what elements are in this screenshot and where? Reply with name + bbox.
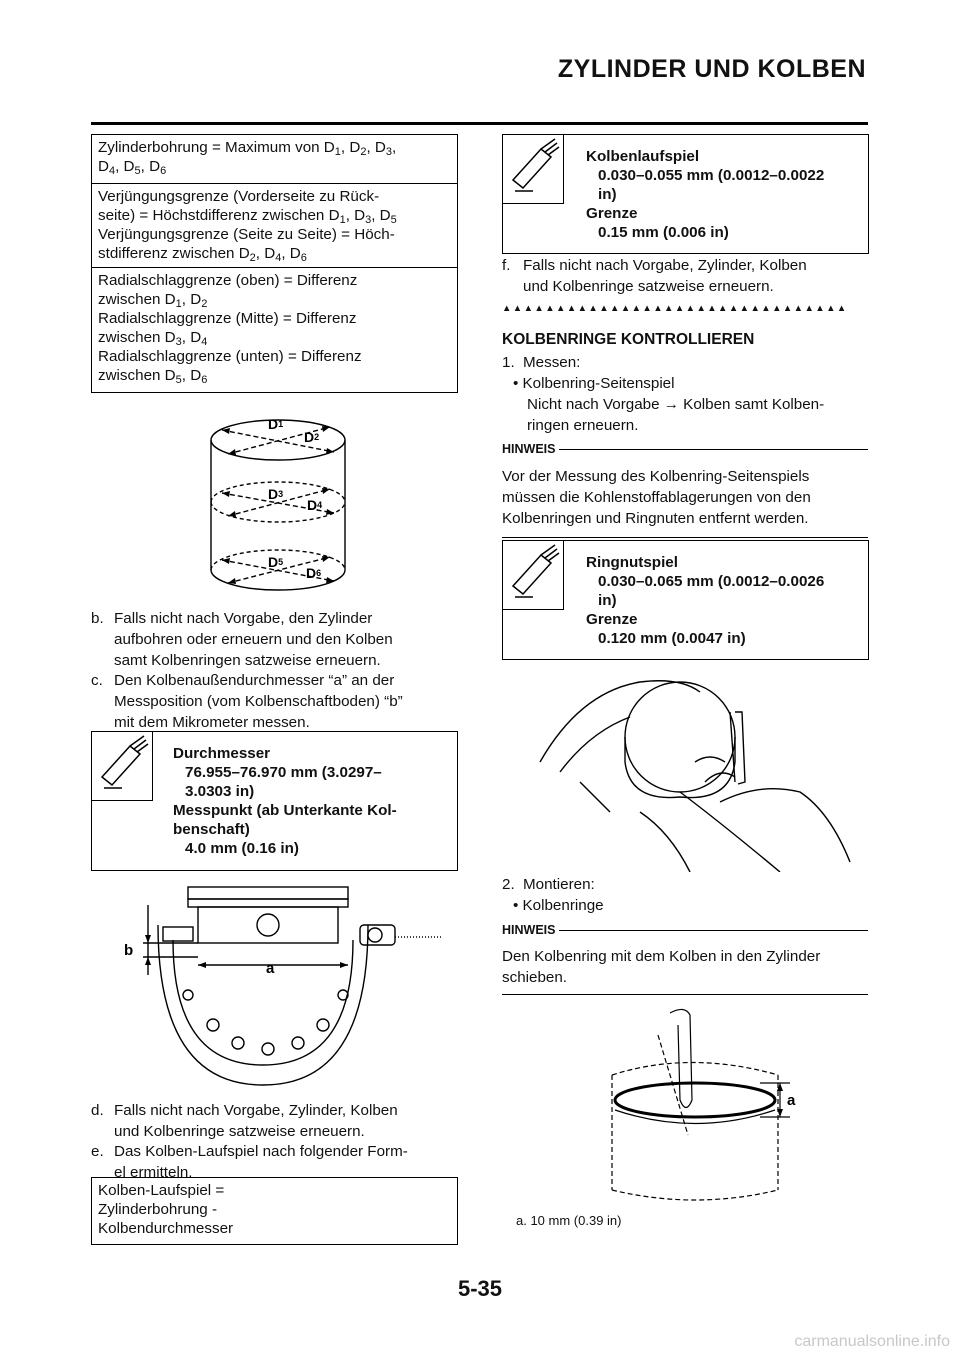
note-text-2: Den Kolbenring mit dem Kolben in den Zylinder schieben. [502,948,821,986]
step-e: e. Das Kolben-Laufspiel nach folgender Form- el ermitteln. [91,1143,408,1181]
cylinder-measurement-diagram [200,405,360,605]
step-f: f. Falls nicht nach Vorgabe, Zylinder, Kolben und Kolbenringe satzweise erneuern. [502,257,807,295]
step-1: 1. Messen: • Kolbenring-Seitenspiel Nicht nach Vorgabe → Kolben samt Kolben- ringen erneuern. [502,352,872,436]
label-d4: D4 [307,497,323,513]
piston-ring-feeler-gauge-illustration [520,672,860,872]
note-label-1: HINWEIS [502,442,868,456]
label-d5: D5 [268,554,284,570]
caliper-icon-cell [503,541,564,610]
spec-title-durchmesser: Durchmesser [173,745,271,762]
label-b: b [124,942,134,959]
spec-title-ringnutspiel: Ringnutspiel [586,554,678,571]
note-rule-2 [502,994,868,995]
caliper-icon [92,732,152,800]
micrometer-piston-diagram [118,885,448,1090]
bullet-ring-side-clearance: • Kolbenring-Seitenspiel [513,375,675,392]
page-header-title: ZYLINDER UND KOLBEN [557,55,866,83]
label-d6: D6 [306,565,322,581]
bullet-piston-rings: • Kolbenringe [513,897,604,914]
figure-caption-ring: a. 10 mm (0.39 in) [516,1213,622,1228]
label-d2: D2 [304,429,320,445]
ring-in-cylinder-diagram [600,1005,820,1205]
header-rule [91,122,868,125]
step-2: 2. Montieren: • Kolbenringe [502,874,872,916]
note-rule-1 [502,537,868,538]
step-b: b. Falls nicht nach Vorgabe, den Zylinder aufbohren oder erneuern und den Kolben samt Kolbenringen satzweise erneuern. [91,610,393,669]
cylinder-bore-formula-box [91,134,458,393]
step-c: c. Den Kolbenaußendurchmesser “a” an der Messposition (vom Kolbenschaftboden) “b” mit dem Mikrometer messen. [91,672,403,731]
end-of-procedure-triangles: ▲▲▲▲▲▲▲▲▲▲▲▲▲▲▲▲▲▲▲▲▲▲▲▲▲▲▲▲▲▲▲▲ [502,303,848,314]
section-title: KOLBENRINGE KONTROLLIEREN [502,331,755,348]
label-d3: D3 [268,486,284,502]
note-label-2: HINWEIS [502,923,868,937]
taper-limit-row: Verjüngungsgrenze (Vorderseite zu Rück- seite) = Höchstdifferenz zwischen $D_1$, $D_3$, $D_5$ Verjüngungsgrenze (Seite zu Seite) = Höch- stdifferenz zwischen $D_2$, $D_4$, $D_6$ [92,183,457,267]
caliper-icon-cell [92,732,153,801]
note-text-1: Vor der Messung des Kolbenring-Seitenspiels müssen die Kohlenstoffablagerungen von den Kolbenringen und Ringnuten entfernt werden. [502,468,811,527]
caliper-icon [503,135,563,203]
watermark: carmanualsonline.info [794,1333,950,1350]
label-d1: D1 [268,416,284,432]
page-number: 5-35 [457,1276,503,1301]
spec-box-piston-clearance: Kolbenlaufspiel 0.030–0.055 mm (0.0012–0.0022 in) Grenze 0.15 mm (0.006 in) [502,134,869,254]
spec-title-kolbenlaufspiel: Kolbenlaufspiel [586,148,700,165]
caliper-icon [503,541,563,609]
out-of-round-row: Radialschlaggrenze (oben) = Differenz zwischen $D_1$, $D_2$ Radialschlaggrenze (Mitte) = Differenz zwischen $D_3$, $D_4$ Radialschlaggrenze (unten) = Differenz zwischen $D_5$, $D_6$ [92,267,457,389]
caliper-icon-cell [503,135,564,204]
label-a-ring: a [787,1092,796,1109]
label-a: a [266,960,275,977]
bore-formula-row: Zylinderbohrung = Maximum von $D_1$, $D_2$, $D_3$, $D_4$, $D_5$, $D_6$ [98,139,397,177]
step-d: d. Falls nicht nach Vorgabe, Zylinder, Kolben und Kolbenringe satzweise erneuern. [91,1102,398,1140]
spec-box-piston-diameter: Durchmesser 76.955–76.970 mm (3.0297– 3.0303 in) Messpunkt (ab Unterkante Kol- benschaft) 4.0 mm (0.16 in) [91,731,458,871]
piston-clearance-formula-box: Kolben-Laufspiel = Zylinderbohrung - Kolbendurchmesser [91,1177,458,1245]
spec-box-ring-groove: Ringnutspiel 0.030–0.065 mm (0.0012–0.0026 in) Grenze 0.120 mm (0.0047 in) [502,540,869,660]
